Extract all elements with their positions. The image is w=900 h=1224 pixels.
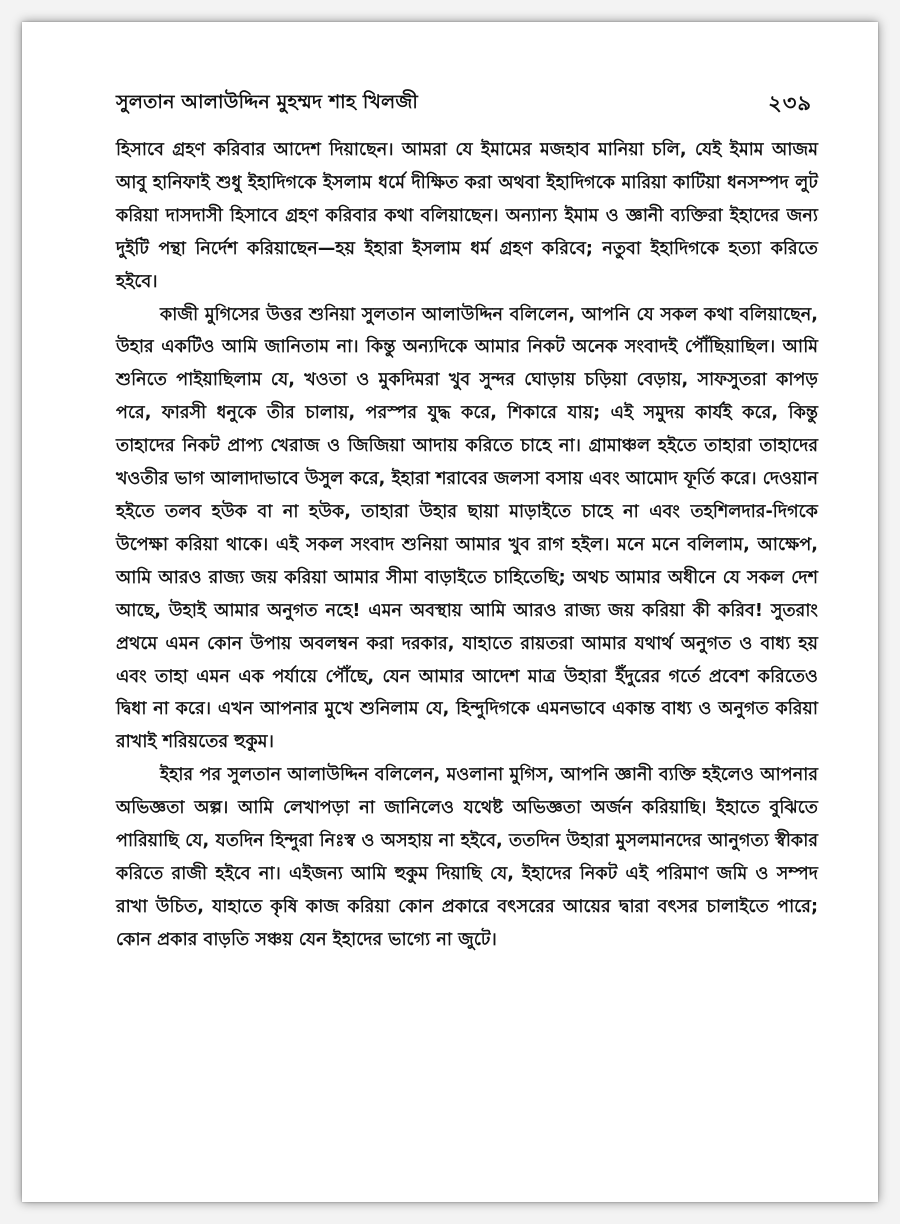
paragraph-3: ইহার পর সুলতান আলাউদ্দিন বলিলেন, মওলানা মুগিস, আপনি জ্ঞানী ব্যক্তি হইলেও আপনার অভিজ্ঞতা অল্প। আমি লেখাপড়া না জানিলেও যথেষ্ট অভিজ্ঞতা অর্জন করিয়াছি। ইহাতে বুঝিতে পারিয়াছি যে, যতদিন হিন্দুরা নিঃস্ব ও অসহায় না হইবে, ততদিন উহারা মুসলমানদের আনুগত্য স্বীকার করিতে রাজী হইবে না। এইজন্য আমি হুকুম দিয়াছি যে, ইহাদের নিকট এই পরিমাণ জমি ও সম্পদ রাখা উচিত, যাহাতে কৃষি কাজ করিয়া কোন প্রকারে বৎসরের আয়ের দ্বারা বৎসর চালাইতে পারে; কোন প্রকার বাড়তি সঞ্চয় যেন ইহাদের ভাগ্যে না জুটে। bbox=[116, 765, 818, 950]
page-header bbox=[116, 84, 812, 124]
book-page bbox=[22, 22, 878, 1202]
paragraph-2: কাজী মুগিসের উত্তর শুনিয়া সুলতান আলাউদ্দিন বলিলেন, আপনি যে সকল কথা বলিয়াছেন, উহার একটিও আমি জানিতাম না। কিন্তু অন্যদিকে আমার নিকট অনেক সংবাদই পৌঁছিয়াছিল। আমি শুনিতে পাইয়াছিলাম যে, খওতা ও মুকদিমরা খুব সুন্দর ঘোড়ায় চড়িয়া বেড়ায়, সাফসুতরা কাপড় পরে, ফারসী ধনুকে তীর চালায়, পরস্পর যুদ্ধ করে, শিকারে যায়; এই সমুদয় কার্যই করে, কিন্তু তাহাদের নিকট প্রাপ্য খেরাজ ও জিজিয়া আদায় করিতে চাহে না। গ্রামাঞ্চল হইতে তাহারা তাহাদের খওতীর ভাগ আলাদাভাবে উসুল করে, ইহারা শরাবের জলসা বসায় এবং আমোদ ফূর্তি করে। দেওয়ান হইতে তলব হউক বা না হউক, তাহারা উহার ছায়া মাড়াইতে চাহে না এবং তহশিলদার-দিগকে উপেক্ষা করিয়া থাকে। এই সকল সংবাদ শুনিয়া আমার খুব রাগ হইল। মনে মনে বলিলাম, আক্ষেপ, আমি আরও রাজ্য জয় করিয়া আমার সীমা বাড়াইতে চাহিতেছি; অথচ আমার অধীনে যে সকল দেশ আছে, উহাই আমার অনুগত নহে! এমন অবস্থায় আমি আরও রাজ্য জয় করিয়া কী করিব! সুতরাং প্রথমে এমন কোন উপায় অবলম্বন করা দরকার, যাহাতে রায়তরা আমার যথার্থ অনুগত ও বাধ্য হয় এবং তাহা এমন এক পর্যায়ে পৌঁছে, যেন আমার আদেশ মাত্র উহারা ইঁদুরের গর্তে প্রবেশ করিতেও দ্বিধা না করে। এখন আপনার মুখে শুনিলাম যে, হিন্দুদিগকে এমনভাবে একান্ত বাধ্য ও অনুগত করিয়া রাখাই শরিয়তের হুকুম। bbox=[116, 304, 818, 753]
running-title: সুলতান আলাউদ্দিন মুহম্মদ শাহ খিলজী bbox=[116, 91, 418, 113]
paragraph-1: হিসাবে গ্রহণ করিবার আদেশ দিয়াছেন। আমরা যে ইমামের মজহাব মানিয়া চলি, যেই ইমাম আজম আবু হানিফাই শুধু ইহাদিগকে ইসলাম ধর্মে দীক্ষিত করা অথবা ইহাদিগকে মারিয়া কাটিয়া ধনসম্পদ লুট করিয়া দাসদাসী হিসাবে গ্রহণ করিবার কথা বলিয়াছেন। অন্যান্য ইমাম ও জ্ঞানী ব্যক্তিরা ইহাদের জন্য দুইটি পন্থা নির্দেশ করিয়াছেন—হয় ইহারা ইসলাম ধর্ম গ্রহণ করিবে; নতুবা ইহাদিগকে হত্যা করিতে হইবে। bbox=[116, 140, 818, 292]
page-body bbox=[116, 134, 818, 957]
page-number: ২৩৯ bbox=[768, 90, 812, 115]
